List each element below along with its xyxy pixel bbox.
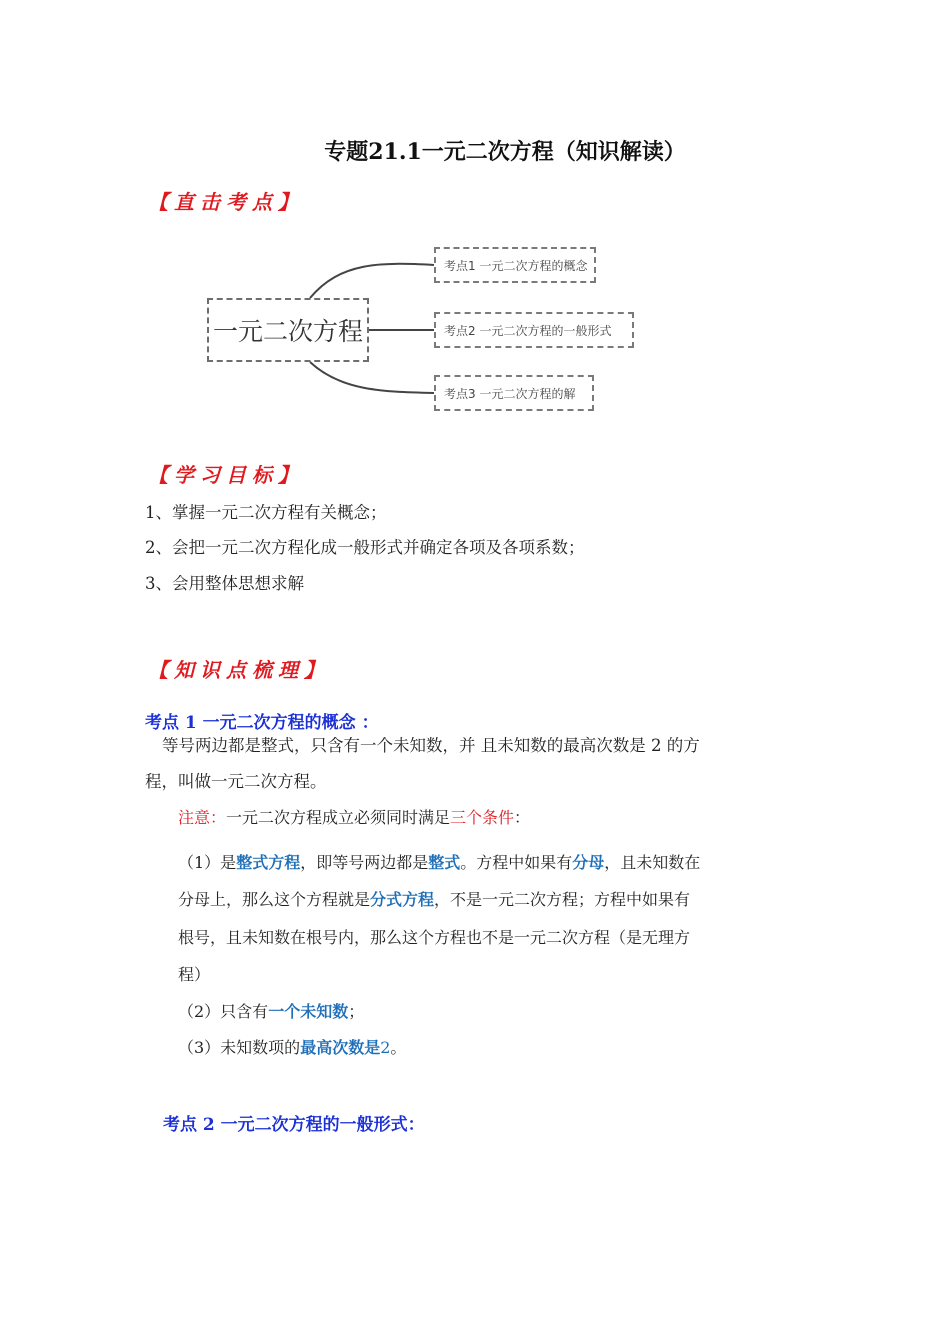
condition-2 [178,994,364,1030]
text: 分母上，那么这个方程就是 [178,890,371,909]
text: ； [348,1002,365,1021]
mind-map [190,222,660,430]
note-label: 注意： [178,808,227,827]
condition-1-line1 [178,845,700,881]
highlight: 分母 [572,853,605,872]
note-end: ： [514,808,531,827]
condition-1-line4: 程） [178,965,211,984]
mind-map-node-2: 考点2 一元二次方程的一般形式 [434,312,634,348]
text: ，且未知数在 [604,853,701,872]
goal-item: 1、掌握一元二次方程有关概念； [145,503,387,522]
section-heading-knowledge: 【知识点梳理】 [148,658,330,682]
kp1-definition-line1: 等号两边都是整式，只含有一个未知数，并 且未知数的最高次数是 2 的方 [162,736,700,755]
condition-1-line2 [178,882,690,918]
mind-map-center: 一元二次方程 [207,298,369,362]
highlight: 一个未知数 [268,1002,349,1021]
note-conditions: 三个条件 [450,808,515,827]
kp1-definition-line2: 程，叫做一元二次方程。 [145,772,327,791]
text: （3）未知数项的 [178,1038,301,1057]
goal-item: 3、会用整体思想求解 [145,574,304,593]
highlight: 2 [380,1038,391,1057]
note-text: 一元二次方程成立必须同时满足 [226,808,451,827]
text: （2）只含有 [178,1002,269,1021]
mind-map-node-3: 考点3 一元二次方程的解 [434,375,594,411]
mind-map-node-1: 考点1 一元二次方程的概念 [434,247,596,283]
section-heading-key-points: 【直击考点】 [148,190,304,214]
text: （1）是 [178,853,237,872]
text: 。 [390,1038,407,1057]
text: ，不是一元二次方程；方程中如果有 [434,890,691,909]
kp1-heading: 考点 1 一元二次方程的概念 ： [145,713,379,733]
highlight: 整式方程 [236,853,301,872]
kp1-note [178,800,530,836]
kp2-heading: 考点 2 一元二次方程的一般形式： [163,1115,425,1135]
section-heading-learning-goals: 【学习目标】 [148,463,304,487]
text: ，即等号两边都是 [300,853,429,872]
condition-1-line3: 根号，且未知数在根号内，那么这个方程也不是一元二次方程（是无理方 [178,928,691,947]
goal-item: 2、会把一元二次方程化成一般形式并确定各项及各项系数； [145,538,585,557]
highlight: 整式 [428,853,461,872]
text: 。方程中如果有 [460,853,573,872]
page-title: 专题21.1一元二次方程（知识解读） [324,139,686,165]
highlight: 分式方程 [370,890,435,909]
condition-3 [178,1030,406,1066]
highlight: 最高次数是 [300,1038,381,1057]
